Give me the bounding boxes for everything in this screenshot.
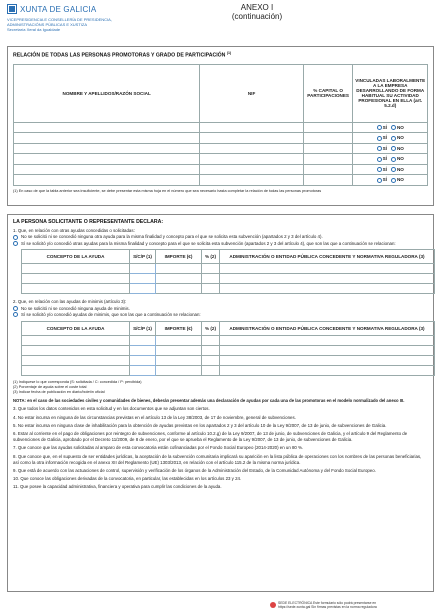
radio-no[interactable]: NO xyxy=(391,135,404,140)
list-item: 11. Que posee la capacidad administrativa, financiera y operativa para cumplir las condiciones de la ayuda. xyxy=(13,484,222,490)
annex-title: ANEXO I (continuación) xyxy=(231,3,283,21)
table-row xyxy=(14,133,428,144)
table-row xyxy=(22,355,435,365)
promoters-footnote: (1) En caso de que la tabla anterior sea insuficiente, se debe presentar esta misma hoja en el número que sea necesario hasta completar la relación de todas las personas promotoras xyxy=(13,188,322,193)
list-item: 6. Estar al corriente en el pago de obligaciones por reintegro de subvenciones, conforme al artículo 10.2.g) de la Ley 9/2007, de 13 de junio, de subvenciones de Galicia, y el artículo 9 del Reglamento de subvenciones de Galicia, aprobado por el Decreto 11/2009, de 8 de enero, por el que se aprueba el Reglamento de la Ley 9/2007, de 13 de junio, de subvenciones de Galicia. xyxy=(13,430,408,443)
radio-no[interactable]: NO xyxy=(391,125,404,130)
list-item: 8. Que conoce que, en el supuesto de ser entidades jurídicas, la aceptación de la subvención comunitaria implicará su aparición en la lista pública de operaciones con los nombres de las personas beneficiarias, así como la otra información recogida en el anexo XII del Reglamento (UE) 1303/2013, en relación con el artículo 115.2 de la misma norma jurídica. xyxy=(13,453,422,465)
table-row xyxy=(22,284,435,294)
radio-yes[interactable]: SÍ xyxy=(377,146,387,151)
xunta-emblem-icon xyxy=(7,4,17,14)
promoters-title: RELACIÓN DE TODAS LAS PERSONAS PROMOTORAS Y GRADO DE PARTICIPACIÓN $^{(1)}$ xyxy=(13,51,232,59)
q1-option-no[interactable]: No se solicitó ni se concedió ninguna otra ayuda para la misma finalidad y concepto para el que se solicita esta subvención (apartados 2 y 3 del artículo 4). xyxy=(13,234,428,240)
list-item: 4. No estar incursa en ninguna de las circunstancias previstas en el artículo 13 de la Ley 38/2003, de 17 de noviembre, general de subvenciones. xyxy=(13,414,296,420)
page-header xyxy=(7,3,434,43)
aids-table: CONCEPTO DE LA AYUDA S/C/P (1) IMPORTE (€) % (2) ADMINISTRACIÓN O ENTIDAD PÚBLICA CONCEDENTE Y NORMATIVA REGULADORA (3) xyxy=(21,249,435,294)
nota: NOTA: en el caso de las sociedades civiles y comunidades de bienes, deberán presentar además una declaración de ayudas por cada una de las promotoras en el modelo normalizado del anexo III. xyxy=(13,397,405,403)
list-item: 10. Que conoce las obligaciones derivadas de la convocatoria, en particular, las establecidas en los artículos 23 y 24. xyxy=(13,476,242,482)
q2-option-no[interactable]: No se solicitó ni se concedió ninguna ayuda de minimis. xyxy=(13,306,428,312)
radio-icon[interactable] xyxy=(13,306,18,311)
table-notes: (1) Indíquese lo que corresponda (S: solicitada / C: concedida / P: percibida) (2) Porcentaje de ayuda sobre el coste total (3) Indicar fecha de publicación en diario/boletín oficial xyxy=(13,379,142,394)
xunta-logo xyxy=(7,4,96,14)
logo-name: XUNTA DE GALICIA xyxy=(20,4,97,14)
sede-electronica-icon xyxy=(270,602,276,608)
list-item: 3. Que todos los datos contenidos en esta solicitud y en los documentos que se adjuntan son ciertos. xyxy=(13,406,210,412)
q2-option-yes[interactable]: Sí se solicitó y/o concedió ayudas de minimis, que son las que a continuación se relacionan: xyxy=(13,312,428,318)
table-row xyxy=(22,345,435,355)
declaration-section xyxy=(7,214,434,592)
table-row xyxy=(22,365,435,375)
table-row xyxy=(14,175,428,186)
department-lines: VICEPRESIDENCIA E CONSELLERÍA DE PRESIDENCIA, ADMINISTRACIÓNS PÚBLICAS E XUSTIZA Secretaría Xeral da Igualdade xyxy=(7,17,112,32)
table-row xyxy=(14,164,428,175)
table-row xyxy=(14,143,428,154)
radio-yes[interactable]: SÍ xyxy=(377,156,387,161)
declaration-items xyxy=(13,406,428,490)
minimis-table: CONCEPTO DE LA AYUDA S/C/P (1) IMPORTE (€) % (2) ADMINISTRACIÓN O ENTIDAD PÚBLICA CONCEDENTE Y NORMATIVA REGULADORA (3) xyxy=(21,321,435,376)
list-item: 5. No estar incursa en ninguna clase de inhabilitación para la obtención de ayudas previstas en los apartados 2 y 3 del artículo 10 de la Ley 9/2007, de 13 de junio, de subvenciones de Galicia. xyxy=(13,422,387,428)
table-row xyxy=(14,122,428,133)
radio-yes[interactable]: SÍ xyxy=(377,125,387,130)
question-1: 1. Que, en relación con otras ayudas concedidas o solicitadas: xyxy=(13,228,135,233)
list-item: 7. Que conoce que las ayudas solicitadas al amparo de esta convocatoria están cofinanciadas por el Fondo Social Europeo (2014-2020) en un 80 %. xyxy=(13,445,304,451)
radio-icon[interactable] xyxy=(13,312,18,317)
radio-no[interactable]: NO xyxy=(391,146,404,151)
promoters-table: NOMBRE Y APELLIDOS/RAZÓN SOCIAL NIF % CAPITAL O PARTICIPACIONES VINCULADAS LABORALMENTE A LA EMPRESA DESARROLLANDO DE FORMA HABITUAL SU ACTIVIDAD PROFESIONAL EN ELLA (art. 5.2.d) SÍ NO SÍ NO SÍ NO SÍ NO SÍ NO SÍ NO xyxy=(13,64,428,186)
radio-yes[interactable]: SÍ xyxy=(377,177,387,182)
radio-no[interactable]: NO xyxy=(391,156,404,161)
radio-icon[interactable] xyxy=(13,241,18,246)
radio-yes[interactable]: SÍ xyxy=(377,135,387,140)
table-row xyxy=(14,154,428,165)
q1-option-yes[interactable]: Sí se solicitó y/o concedió otras ayudas para la misma finalidad y concepto para el que se solicita esta subvención (apartados 2 y 3 del artículo 4), que son las que a continuación se relacionan: xyxy=(13,241,428,247)
radio-no[interactable]: NO xyxy=(391,177,404,182)
radio-yes[interactable]: SÍ xyxy=(377,167,387,172)
table-row xyxy=(22,335,435,345)
radio-icon[interactable] xyxy=(13,235,18,240)
table-row xyxy=(22,264,435,274)
promoters-section xyxy=(7,46,434,206)
question-2: 2. Que, en relación con las ayudas de minimis (artículo 3): xyxy=(13,299,127,305)
declaration-title: LA PERSONA SOLICITANTE O REPRESENTANTE DECLARA: xyxy=(13,219,164,225)
page-footer: SEDE ELECTRÓNICA Este formulario sólo podrá presentarse en https://sede.xunta.gal Sin firmas previstas en la norma reguladora xyxy=(270,601,436,609)
list-item: 9. Que está de acuerdo con las actuaciones de control, supervisión y verificación de los órganos de la Administración del Estado, de la Comunidad Autónoma y del Fondo Social Europeo. xyxy=(13,468,376,473)
radio-no[interactable]: NO xyxy=(391,167,404,172)
table-row xyxy=(22,274,435,284)
